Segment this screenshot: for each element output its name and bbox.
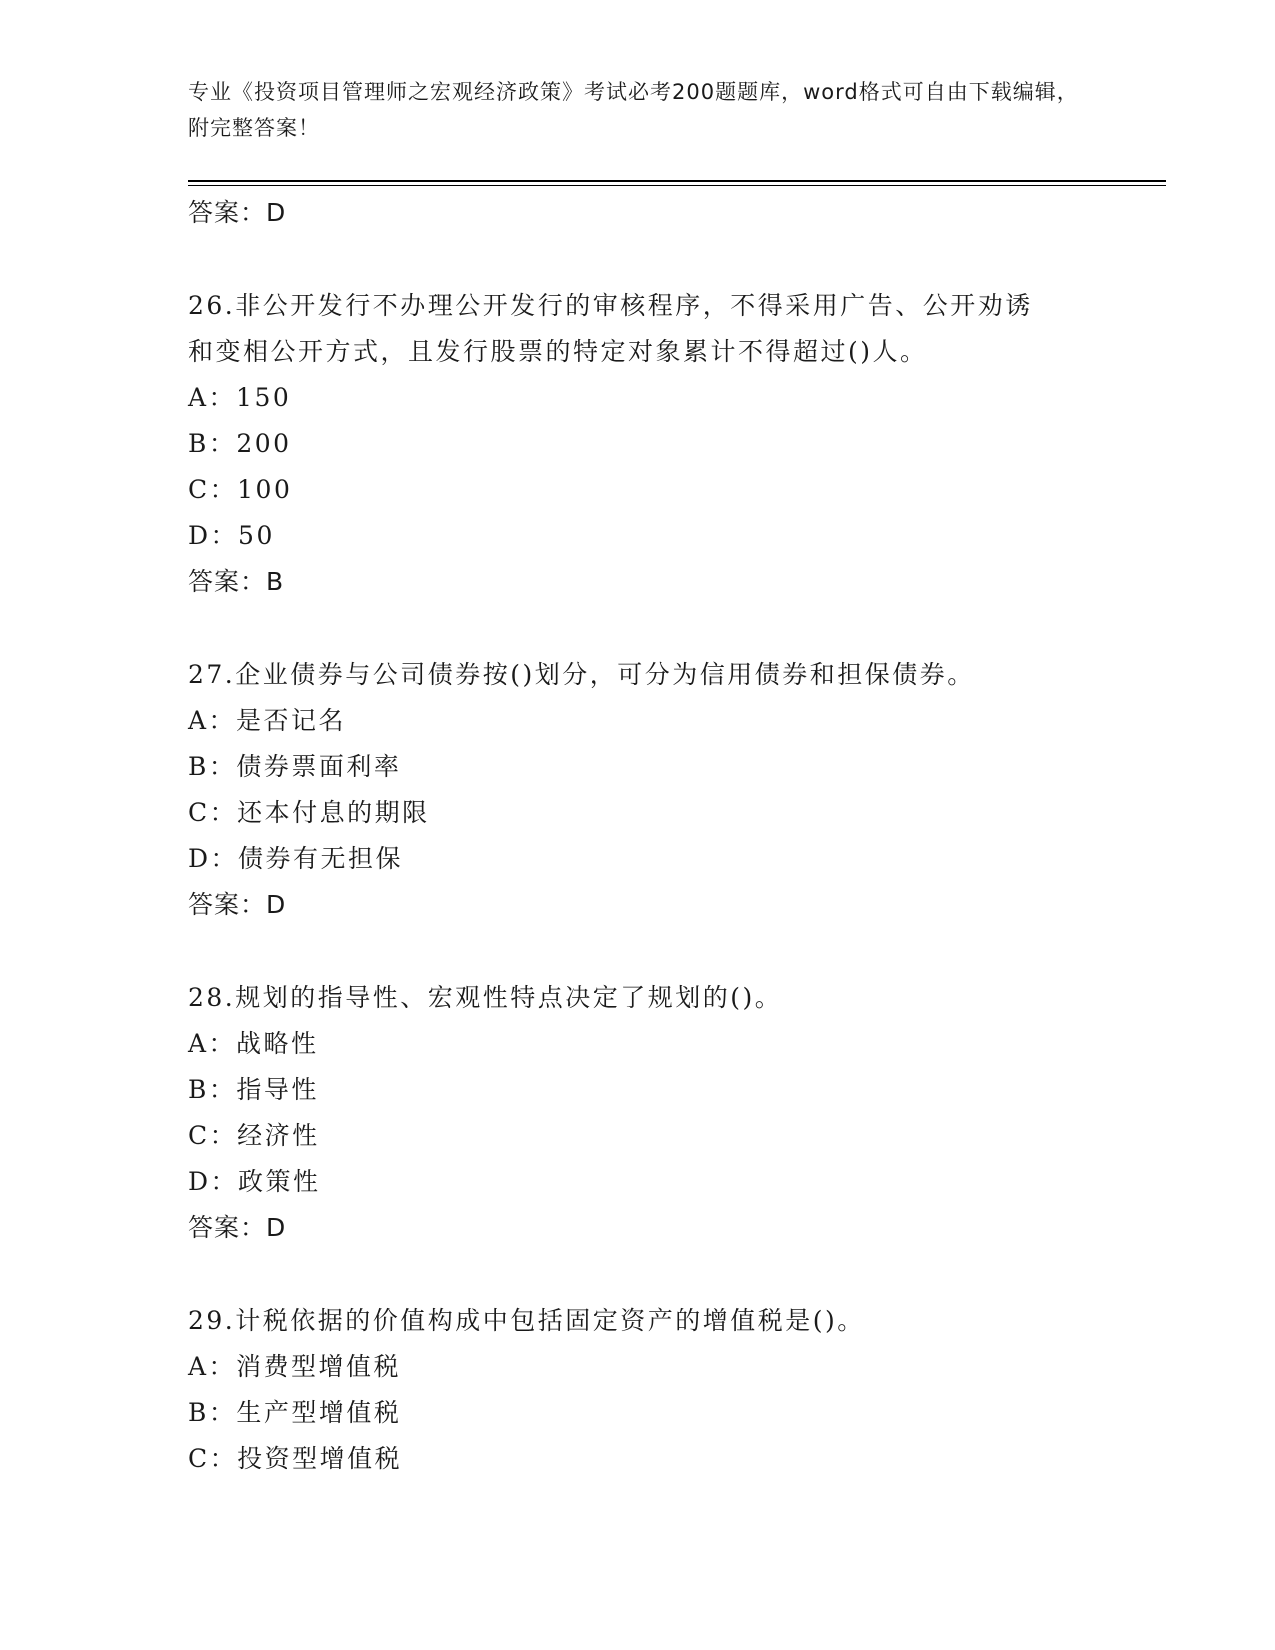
option-a: A：战略性: [188, 1029, 319, 1058]
option-c: C：100: [188, 475, 293, 504]
header-text: 专业《投资项目管理师之宏观经济政策》考试必考200题题库，word格式可自由下载编辑，附完整答案！: [188, 80, 1079, 140]
option-a: A：是否记名: [188, 706, 347, 735]
question-29: [188, 1298, 1088, 1482]
answer-line: 答案：D: [188, 890, 287, 919]
option-c: C：投资型增值税: [188, 1444, 403, 1473]
question-stem: 26.非公开发行不办理公开发行的审核程序，不得采用广告、公开劝诱: [188, 291, 1033, 320]
question-stem-continued: 和变相公开方式，且发行股票的特定对象累计不得超过()人。: [188, 337, 928, 366]
question-26: [188, 283, 1088, 605]
answer-line: 答案：B: [188, 567, 285, 596]
option-b: B：生产型增值税: [188, 1398, 402, 1427]
option-a: A：消费型增值税: [188, 1352, 402, 1381]
document-header: [188, 74, 1088, 146]
answer-line: 答案：D: [188, 1213, 287, 1242]
option-a: A：150: [188, 383, 292, 412]
option-b: B：200: [188, 429, 292, 458]
option-d: D：债券有无担保: [188, 844, 404, 873]
option-b: B：债券票面利率: [188, 752, 402, 781]
question-stem: 27.企业债券与公司债券按()划分，可分为信用债券和担保债券。: [188, 660, 975, 689]
answer-line: 答案：D: [188, 198, 287, 227]
header-divider-thin: [188, 185, 1166, 186]
option-c: C：还本付息的期限: [188, 798, 430, 827]
question-stem: 29.计税依据的价值构成中包括固定资产的增值税是()。: [188, 1306, 865, 1335]
option-b: B：指导性: [188, 1075, 319, 1104]
header-divider-thick: [188, 180, 1166, 182]
question-stem: 28.规划的指导性、宏观性特点决定了规划的()。: [188, 983, 783, 1012]
option-d: D：50: [188, 521, 275, 550]
option-c: C：经济性: [188, 1121, 320, 1150]
question-28: [188, 975, 1088, 1251]
option-d: D：政策性: [188, 1167, 321, 1196]
question-list: [188, 190, 1088, 1482]
question-27: [188, 652, 1088, 928]
